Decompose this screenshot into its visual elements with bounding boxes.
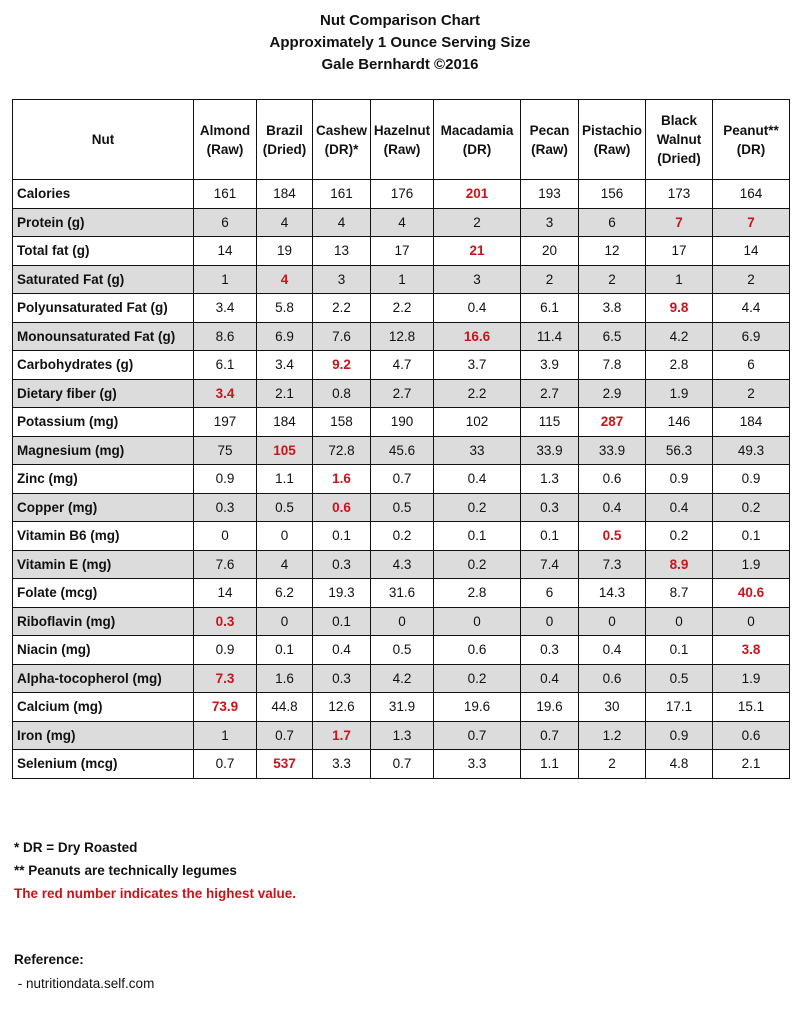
value-cell: 4	[313, 208, 371, 237]
value-cell: 184	[257, 408, 313, 437]
column-header-line: (DR)*	[324, 141, 359, 157]
column-header	[434, 100, 521, 180]
value-cell: 19.6	[434, 693, 521, 722]
table-row	[13, 550, 790, 579]
value-cell: 20	[521, 237, 579, 266]
table-row	[13, 579, 790, 608]
value-cell: 3	[434, 265, 521, 294]
chart-title: Nut Comparison Chart	[319, 12, 480, 29]
highest-value-cell: 537	[257, 750, 313, 779]
footnote-peanut: ** Peanuts are technically legumes	[14, 863, 237, 878]
value-cell: 164	[713, 180, 790, 209]
column-header-line: (DR)	[462, 141, 492, 157]
column-header-line: (Raw)	[383, 141, 421, 157]
table-row	[13, 408, 790, 437]
value-cell: 1	[194, 721, 257, 750]
row-label: Protein (g)	[13, 208, 194, 237]
value-cell: 2.8	[434, 579, 521, 608]
value-cell: 0	[257, 522, 313, 551]
value-cell: 173	[646, 180, 713, 209]
table-row	[13, 208, 790, 237]
column-header-line: Brazil	[266, 122, 303, 138]
value-cell: 13	[313, 237, 371, 266]
row-label: Alpha-tocopherol (mg)	[13, 664, 194, 693]
value-cell: 0.4	[313, 636, 371, 665]
value-cell: 75	[194, 436, 257, 465]
column-header	[257, 100, 313, 180]
value-cell: 0.7	[434, 721, 521, 750]
table-row	[13, 294, 790, 323]
row-label: Copper (mg)	[13, 493, 194, 522]
value-cell: 0	[194, 522, 257, 551]
value-cell: 6.9	[257, 322, 313, 351]
highest-value-cell: 0.5	[579, 522, 646, 551]
column-header-line: Pistachio	[581, 122, 643, 138]
chart-author: Gale Bernhardt ©2016	[321, 56, 479, 73]
value-cell: 17	[371, 237, 434, 266]
value-cell: 3.9	[521, 351, 579, 380]
value-cell: 3	[521, 208, 579, 237]
value-cell: 19	[257, 237, 313, 266]
highest-value-cell: 7	[713, 208, 790, 237]
value-cell: 0.1	[521, 522, 579, 551]
table-row	[13, 379, 790, 408]
value-cell: 33.9	[521, 436, 579, 465]
value-cell: 0.2	[434, 664, 521, 693]
column-header	[521, 100, 579, 180]
value-cell: 0.3	[194, 493, 257, 522]
value-cell: 0.4	[579, 636, 646, 665]
value-cell: 6.2	[257, 579, 313, 608]
value-cell: 0.9	[646, 721, 713, 750]
footnotes	[14, 836, 296, 905]
value-cell: 2.7	[371, 379, 434, 408]
value-cell: 7.6	[194, 550, 257, 579]
row-label: Saturated Fat (g)	[13, 265, 194, 294]
column-header-line: Cashew	[315, 122, 368, 138]
value-cell: 0.2	[713, 493, 790, 522]
value-cell: 0.9	[713, 465, 790, 494]
value-cell: 19.3	[313, 579, 371, 608]
value-cell: 0.1	[257, 636, 313, 665]
value-cell: 1.3	[521, 465, 579, 494]
value-cell: 161	[194, 180, 257, 209]
value-cell: 0.9	[194, 636, 257, 665]
column-header	[371, 100, 434, 180]
highest-value-cell: 287	[579, 408, 646, 437]
table-row	[13, 322, 790, 351]
table-row	[13, 721, 790, 750]
highest-value-cell: 201	[434, 180, 521, 209]
value-cell: 197	[194, 408, 257, 437]
value-cell: 2.9	[579, 379, 646, 408]
value-cell: 0.7	[194, 750, 257, 779]
value-cell: 0	[521, 607, 579, 636]
highest-value-cell: 4	[257, 265, 313, 294]
value-cell: 0.2	[434, 493, 521, 522]
value-cell: 1.3	[371, 721, 434, 750]
value-cell: 3.4	[194, 294, 257, 323]
value-cell: 0.9	[194, 465, 257, 494]
value-cell: 0.6	[579, 664, 646, 693]
value-cell: 0.4	[434, 465, 521, 494]
value-cell: 2.2	[313, 294, 371, 323]
value-cell: 30	[579, 693, 646, 722]
footnote-highlight: The red number indicates the highest value.	[14, 886, 297, 901]
value-cell: 72.8	[313, 436, 371, 465]
value-cell: 0	[579, 607, 646, 636]
row-label: Calories	[13, 180, 194, 209]
highest-value-cell: 16.6	[434, 322, 521, 351]
row-label: Riboflavin (mg)	[13, 607, 194, 636]
value-cell: 19.6	[521, 693, 579, 722]
table-row	[13, 436, 790, 465]
table-body	[13, 180, 790, 779]
value-cell: 7.3	[579, 550, 646, 579]
value-cell: 146	[646, 408, 713, 437]
value-cell: 0.4	[521, 664, 579, 693]
value-cell: 0.5	[257, 493, 313, 522]
highest-value-cell: 7	[646, 208, 713, 237]
reference-source: - nutritiondata.self.com	[14, 976, 155, 991]
value-cell: 0.7	[521, 721, 579, 750]
nut-comparison-table	[12, 99, 790, 779]
value-cell: 0.1	[313, 607, 371, 636]
value-cell: 1.2	[579, 721, 646, 750]
value-cell: 4.3	[371, 550, 434, 579]
value-cell: 17	[646, 237, 713, 266]
value-cell: 193	[521, 180, 579, 209]
highest-value-cell: 0.3	[194, 607, 257, 636]
row-label: Niacin (mg)	[13, 636, 194, 665]
value-cell: 6	[521, 579, 579, 608]
column-header-line: Almond	[199, 122, 251, 138]
row-label: Monounsaturated Fat (g)	[13, 322, 194, 351]
value-cell: 2.1	[257, 379, 313, 408]
value-cell: 12	[579, 237, 646, 266]
value-cell: 2	[579, 265, 646, 294]
highest-value-cell: 3.8	[713, 636, 790, 665]
value-cell: 0.3	[313, 664, 371, 693]
value-cell: 0.6	[434, 636, 521, 665]
value-cell: 17.1	[646, 693, 713, 722]
column-header-line: Black	[660, 113, 698, 128]
row-label: Potassium (mg)	[13, 408, 194, 437]
value-cell: 7.4	[521, 550, 579, 579]
value-cell: 1.9	[646, 379, 713, 408]
value-cell: 0.2	[646, 522, 713, 551]
value-cell: 14	[194, 579, 257, 608]
value-cell: 1.1	[257, 465, 313, 494]
value-cell: 6	[579, 208, 646, 237]
row-label: Zinc (mg)	[13, 465, 194, 494]
value-cell: 3.7	[434, 351, 521, 380]
value-cell: 0.7	[371, 750, 434, 779]
value-cell: 1	[371, 265, 434, 294]
value-cell: 2	[434, 208, 521, 237]
column-header-line: (Raw)	[206, 141, 244, 157]
value-cell: 6.9	[713, 322, 790, 351]
highest-value-cell: 8.9	[646, 550, 713, 579]
highest-value-cell: 1.6	[313, 465, 371, 494]
value-cell: 184	[713, 408, 790, 437]
value-cell: 4.4	[713, 294, 790, 323]
row-label: Calcium (mg)	[13, 693, 194, 722]
column-header	[713, 100, 790, 180]
value-cell: 31.9	[371, 693, 434, 722]
row-label: Selenium (mcg)	[13, 750, 194, 779]
value-cell: 4	[257, 208, 313, 237]
value-cell: 158	[313, 408, 371, 437]
row-label: Vitamin E (mg)	[13, 550, 194, 579]
value-cell: 1	[194, 265, 257, 294]
value-cell: 8.7	[646, 579, 713, 608]
highest-value-cell: 9.8	[646, 294, 713, 323]
value-cell: 1.6	[257, 664, 313, 693]
column-header-line: (Raw)	[593, 141, 631, 157]
column-header-line: Macadamia	[440, 122, 514, 138]
row-label: Polyunsaturated Fat (g)	[13, 294, 194, 323]
table-row	[13, 750, 790, 779]
value-cell: 2	[521, 265, 579, 294]
value-cell: 4.7	[371, 351, 434, 380]
row-label: Dietary fiber (g)	[13, 379, 194, 408]
value-cell: 184	[257, 180, 313, 209]
value-cell: 4.2	[646, 322, 713, 351]
chart-subtitle: Approximately 1 Ounce Serving Size	[269, 34, 531, 51]
value-cell: 0.4	[579, 493, 646, 522]
value-cell: 0.6	[713, 721, 790, 750]
value-cell: 5.8	[257, 294, 313, 323]
table-row	[13, 465, 790, 494]
table-row	[13, 522, 790, 551]
value-cell: 14	[713, 237, 790, 266]
value-cell: 2	[713, 379, 790, 408]
highest-value-cell: 21	[434, 237, 521, 266]
value-cell: 6.1	[521, 294, 579, 323]
value-cell: 49.3	[713, 436, 790, 465]
value-cell: 8.6	[194, 322, 257, 351]
column-header-line: (Dried)	[262, 141, 307, 157]
highest-value-cell: 105	[257, 436, 313, 465]
row-label: Total fat (g)	[13, 237, 194, 266]
title-block	[0, 10, 800, 76]
value-cell: 31.6	[371, 579, 434, 608]
value-cell: 0.1	[646, 636, 713, 665]
column-header	[194, 100, 257, 180]
value-cell: 2	[579, 750, 646, 779]
row-label: Magnesium (mg)	[13, 436, 194, 465]
value-cell: 6.5	[579, 322, 646, 351]
highest-value-cell: 9.2	[313, 351, 371, 380]
value-cell: 0	[713, 607, 790, 636]
value-cell: 4.8	[646, 750, 713, 779]
value-cell: 190	[371, 408, 434, 437]
value-cell: 14	[194, 237, 257, 266]
highest-value-cell: 1.7	[313, 721, 371, 750]
value-cell: 0.1	[313, 522, 371, 551]
value-cell: 14.3	[579, 579, 646, 608]
row-label: Carbohydrates (g)	[13, 351, 194, 380]
value-cell: 33	[434, 436, 521, 465]
value-cell: 0	[434, 607, 521, 636]
value-cell: 0.2	[434, 550, 521, 579]
value-cell: 0.2	[371, 522, 434, 551]
value-cell: 2.2	[371, 294, 434, 323]
value-cell: 3.4	[257, 351, 313, 380]
table-row	[13, 493, 790, 522]
value-cell: 1.9	[713, 550, 790, 579]
value-cell: 4	[257, 550, 313, 579]
table-row	[13, 636, 790, 665]
value-cell: 3.8	[579, 294, 646, 323]
value-cell: 4.2	[371, 664, 434, 693]
value-cell: 0	[257, 607, 313, 636]
value-cell: 0.4	[646, 493, 713, 522]
column-header-line: Hazelnut	[373, 122, 431, 138]
value-cell: 1.9	[713, 664, 790, 693]
row-label: Vitamin B6 (mg)	[13, 522, 194, 551]
row-label: Iron (mg)	[13, 721, 194, 750]
value-cell: 11.4	[521, 322, 579, 351]
column-header-line: (Dried)	[657, 151, 701, 166]
value-cell: 161	[313, 180, 371, 209]
value-cell: 56.3	[646, 436, 713, 465]
value-cell: 4	[371, 208, 434, 237]
value-cell: 115	[521, 408, 579, 437]
column-header-line: Peanut**	[723, 122, 779, 138]
value-cell: 2.7	[521, 379, 579, 408]
value-cell: 0.5	[371, 493, 434, 522]
value-cell: 2.2	[434, 379, 521, 408]
value-cell: 0.4	[434, 294, 521, 323]
table-row	[13, 265, 790, 294]
value-cell: 15.1	[713, 693, 790, 722]
column-header-line: Walnut	[656, 132, 702, 147]
reference-block	[14, 948, 154, 996]
highest-value-cell: 3.4	[194, 379, 257, 408]
value-cell: 1.1	[521, 750, 579, 779]
column-header-line: (DR)	[736, 141, 766, 157]
value-cell: 44.8	[257, 693, 313, 722]
table-row	[13, 607, 790, 636]
value-cell: 7.6	[313, 322, 371, 351]
value-cell: 0.1	[434, 522, 521, 551]
column-header	[313, 100, 371, 180]
highest-value-cell: 7.3	[194, 664, 257, 693]
value-cell: 2.1	[713, 750, 790, 779]
value-cell: 12.6	[313, 693, 371, 722]
highest-value-cell: 73.9	[194, 693, 257, 722]
row-label: Folate (mcg)	[13, 579, 194, 608]
highest-value-cell: 40.6	[713, 579, 790, 608]
value-cell: 0	[371, 607, 434, 636]
value-cell: 6.1	[194, 351, 257, 380]
table-row	[13, 351, 790, 380]
value-cell: 12.8	[371, 322, 434, 351]
value-cell: 0	[646, 607, 713, 636]
value-cell: 3	[313, 265, 371, 294]
column-header-line: (Raw)	[531, 141, 568, 157]
highest-value-cell: 0.6	[313, 493, 371, 522]
table-row	[13, 180, 790, 209]
value-cell: 6	[194, 208, 257, 237]
table-row	[13, 664, 790, 693]
value-cell: 0.3	[521, 493, 579, 522]
header-row	[13, 100, 790, 180]
value-cell: 0.7	[371, 465, 434, 494]
value-cell: 156	[579, 180, 646, 209]
value-cell: 2.8	[646, 351, 713, 380]
value-cell: 0.1	[713, 522, 790, 551]
column-header	[579, 100, 646, 180]
value-cell: 0.6	[579, 465, 646, 494]
value-cell: 3.3	[313, 750, 371, 779]
value-cell: 0.5	[646, 664, 713, 693]
value-cell: 0.5	[371, 636, 434, 665]
value-cell: 0.7	[257, 721, 313, 750]
value-cell: 3.3	[434, 750, 521, 779]
column-header-line: Pecan	[529, 122, 570, 138]
reference-heading: Reference:	[14, 952, 84, 967]
value-cell: 6	[713, 351, 790, 380]
value-cell: 0.3	[313, 550, 371, 579]
corner-header: Nut	[13, 100, 194, 180]
value-cell: 33.9	[579, 436, 646, 465]
value-cell: 176	[371, 180, 434, 209]
value-cell: 0.9	[646, 465, 713, 494]
value-cell: 1	[646, 265, 713, 294]
table-row	[13, 237, 790, 266]
value-cell: 0.3	[521, 636, 579, 665]
value-cell: 7.8	[579, 351, 646, 380]
footnote-dr: * DR = Dry Roasted	[14, 840, 138, 855]
value-cell: 2	[713, 265, 790, 294]
table-row	[13, 693, 790, 722]
column-header	[646, 100, 713, 180]
value-cell: 102	[434, 408, 521, 437]
value-cell: 45.6	[371, 436, 434, 465]
value-cell: 0.8	[313, 379, 371, 408]
